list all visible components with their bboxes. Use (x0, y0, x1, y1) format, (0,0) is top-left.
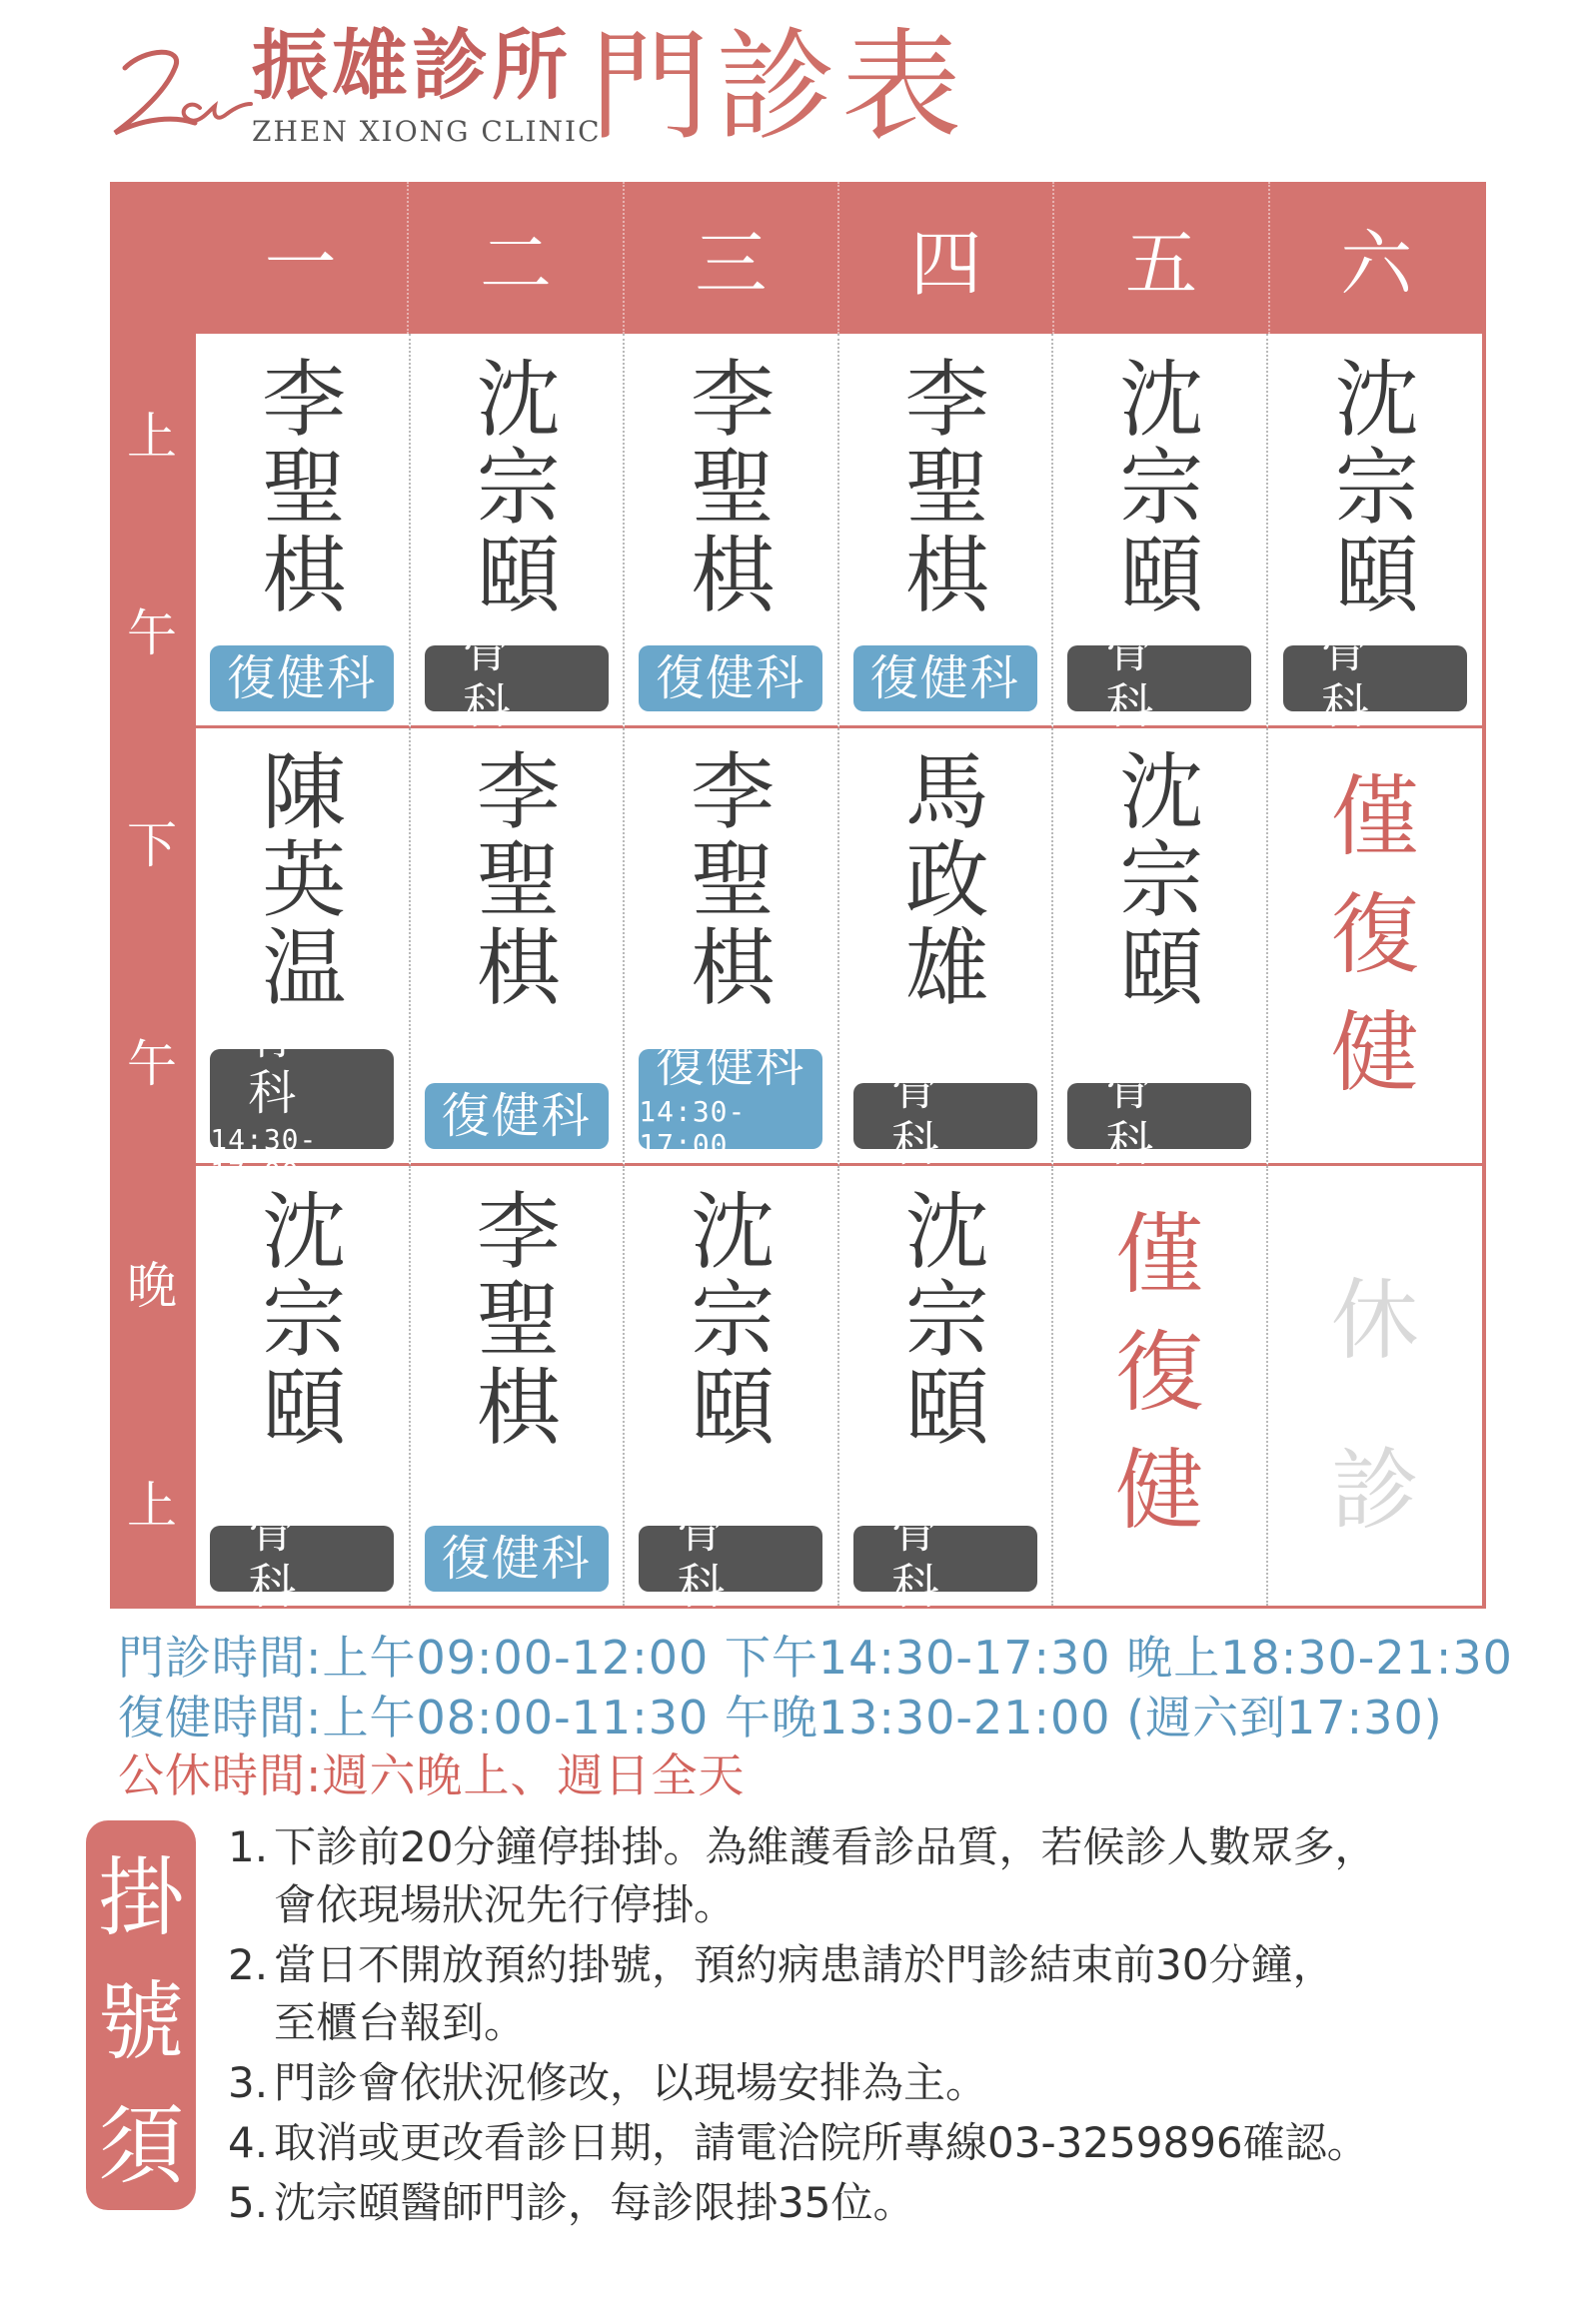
period-column (110, 334, 194, 1609)
registration-notice-title (86, 1820, 196, 2320)
period-char: 午 (127, 604, 177, 663)
period-char: 上 (127, 407, 177, 466)
doctor-name: 沈宗頤 (904, 1183, 989, 1457)
notice-number: 4. (228, 2118, 269, 2167)
rehab-only-note: 僅復健 (1115, 1203, 1204, 1542)
weekday-header: 三 (625, 182, 839, 334)
dept-label: 骨科 (890, 1503, 981, 1615)
doctor-name: 沈宗頤 (262, 1183, 347, 1457)
doctor-name: 馬政雄 (904, 743, 989, 1017)
notice-text: 沈宗頤醫師門診，每診限掛35位。 (274, 2178, 915, 2227)
schedule-cell (411, 1166, 626, 1606)
dept-label: 骨科 (248, 1009, 339, 1121)
notice-text: 下診前20分鐘停掛掛。為維護看診品質，若候診人數眾多， 會依現場狀況先行停掛。 (274, 1822, 1377, 1929)
notice-text: 門診會依狀況修改，以現場安排為主。 (274, 2058, 988, 2107)
weekday-header: 四 (839, 182, 1054, 334)
ortho-dept-badge (1067, 622, 1251, 734)
doctor-name: 沈宗頤 (1119, 351, 1204, 624)
doctor-name: 李聖棋 (476, 743, 561, 1017)
doctor-name: 李聖棋 (904, 351, 989, 624)
dept-label: 骨科 (1320, 622, 1411, 734)
period-char: 晚 (127, 1257, 177, 1315)
schedule-cell (1268, 728, 1483, 1166)
schedule-cell (625, 728, 839, 1166)
period-evening-label (110, 1172, 194, 1612)
doctor-name: 李聖棋 (691, 351, 776, 624)
doctor-name: 沈宗頤 (1334, 351, 1419, 624)
rehab-dept-badge (210, 645, 394, 711)
schedule-cell (196, 728, 411, 1189)
dept-label: 骨科 (1105, 622, 1196, 734)
period-morning-label (110, 334, 194, 728)
weekday-header: 五 (1054, 182, 1269, 334)
rehab-dept-badge (639, 1037, 822, 1161)
schedule-cell (1053, 334, 1268, 734)
notice-number: 1. (228, 1822, 269, 1871)
period-char: 上 (127, 1477, 177, 1535)
dept-label: 骨科 (677, 1503, 768, 1615)
doctor-name: 李聖棋 (262, 351, 347, 624)
schedule-cell (1053, 728, 1268, 1172)
schedule-cell (196, 334, 411, 728)
schedule-cell (1268, 1166, 1483, 1606)
closed-hours: 公休時間:週六晚上、週日全天 (118, 1748, 746, 1802)
notice-title-char: 號 (98, 1972, 184, 2072)
notice-item (228, 1936, 1557, 2052)
ortho-dept-badge (1067, 1060, 1251, 1172)
rehab-hours: 復健時間:上午08:00-11:30 午晚13:30-21:00 (週六到17:30) (118, 1691, 1443, 1744)
weekday-header: 六 (1340, 222, 1413, 306)
dept-label: 骨科 (462, 622, 553, 734)
rehab-dept-badge (425, 1083, 609, 1149)
session-time: 14:30-17:00 (210, 1123, 318, 1189)
period-afternoon-label (110, 731, 194, 1169)
dept-label: 骨科 (1105, 1060, 1196, 1172)
ortho-dept-badge (853, 1503, 1037, 1615)
doctor-name: 李聖棋 (476, 1183, 561, 1457)
schedule-grid (196, 334, 1482, 1615)
notice-number: 5. (228, 2178, 269, 2227)
schedule-cell (411, 728, 626, 1166)
notice-text: 取消或更改看診日期，請電洽院所專線03-3259896確認。 (274, 2118, 1369, 2167)
notice-item (228, 2114, 1557, 2172)
schedule-cell (1268, 334, 1483, 734)
notice-item (228, 2054, 1557, 2112)
registration-notice-list (228, 1818, 1557, 2234)
dept-label: 復健科 (227, 650, 378, 706)
dept-label: 復健科 (869, 650, 1020, 706)
ortho-dept-badge (853, 1060, 1037, 1172)
rehab-only-note: 僅復健 (1330, 765, 1419, 1104)
schedule-cell (839, 728, 1054, 1172)
dept-label: 復健科 (441, 1531, 592, 1587)
schedule-cell (839, 334, 1054, 728)
period-char: 下 (127, 815, 177, 874)
schedule-cell (411, 334, 626, 734)
dept-label: 骨科 (248, 1503, 339, 1615)
dept-label: 復健科 (656, 1037, 806, 1093)
ortho-dept-badge (210, 1503, 394, 1615)
schedule-cell (839, 1166, 1054, 1615)
ortho-dept-badge (425, 622, 609, 734)
notice-number: 3. (228, 2058, 269, 2107)
schedule-cell (196, 1166, 411, 1615)
clinic-name: 振雄診所 (252, 21, 572, 110)
clinic-hours: 門診時間:上午09:00-12:00 下午14:30-17:30 晚上18:30-21:30 (118, 1631, 1513, 1685)
clinic-signature-logo (105, 38, 255, 148)
closed-note: 休診 (1330, 1269, 1419, 1542)
doctor-name: 沈宗頤 (691, 1183, 776, 1457)
schedule-cell (625, 334, 839, 728)
period-char: 午 (127, 1034, 177, 1093)
ortho-dept-badge (639, 1503, 822, 1615)
notice-item (228, 2174, 1557, 2232)
notice-title-char: 知 (98, 2220, 184, 2320)
rehab-dept-badge (425, 1526, 609, 1592)
session-time: 14:30-17:00 (639, 1095, 747, 1161)
dept-label: 骨科 (890, 1060, 981, 1172)
notice-text: 當日不開放預約掛號，預約病患請於門診結束前30分鐘， 至櫃台報到。 (274, 1940, 1335, 2047)
dept-label: 復健科 (441, 1088, 592, 1144)
rehab-dept-badge (853, 645, 1037, 711)
doctor-name: 李聖棋 (691, 743, 776, 1017)
page-title: 門診表 (590, 18, 967, 157)
rehab-dept-badge (639, 645, 822, 711)
notice-item (228, 1818, 1557, 1934)
doctor-name: 沈宗頤 (476, 351, 561, 624)
notice-title-char: 須 (98, 2096, 184, 2196)
clinic-name-english: ZHEN XIONG CLINIC (252, 115, 602, 148)
schedule-table (110, 182, 1486, 1615)
schedule-cell (625, 1166, 839, 1615)
notice-number: 2. (228, 1940, 269, 1989)
dept-label: 復健科 (656, 650, 806, 706)
weekday-header: 二 (409, 182, 624, 334)
doctor-name: 沈宗頤 (1119, 743, 1204, 1017)
weekday-header-row (194, 182, 1483, 334)
ortho-dept-badge (1283, 622, 1467, 734)
doctor-name: 陳英温 (262, 743, 347, 1017)
notice-title-char: 掛 (98, 1848, 184, 1948)
weekday-header: 一 (194, 182, 409, 334)
schedule-cell (1053, 1166, 1268, 1606)
ortho-dept-badge (210, 1009, 394, 1189)
